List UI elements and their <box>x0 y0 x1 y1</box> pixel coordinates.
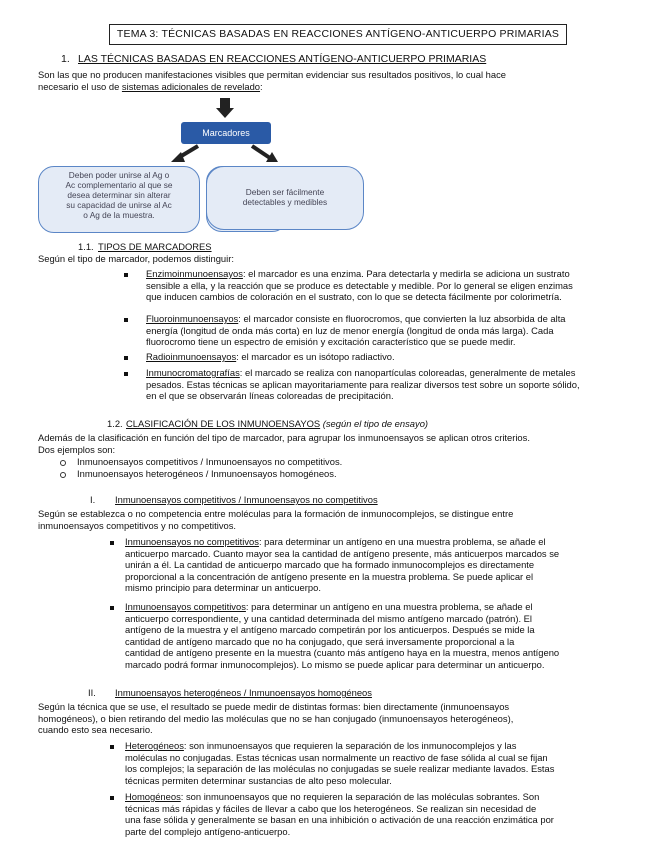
item-term: Homogéneos <box>125 791 181 802</box>
item-line: anticuerpo marcado. Cuanto mayor sea la cantidad de antígeno presente, más anticuerpos marcados se <box>125 547 560 559</box>
assay-item <box>125 791 620 837</box>
paragraph-line <box>38 81 618 93</box>
item-text: : para determinar un antígeno en una muestra problema, se añade el <box>258 536 546 547</box>
item-term: Inmunoensayos no competitivos <box>125 536 259 547</box>
item-line: mismo principio para determinar un anticuerpo. <box>125 582 321 594</box>
section-number: 1. <box>61 53 70 65</box>
item-line: energía (longitud de onda más corta) en luz de menor energía (longitud de onda más larga). Cada <box>146 324 554 336</box>
item-line: marcado podrá formar inmunocomplejos). Lo mismo se puede aplicar para determinar un anticuerpo. <box>125 658 545 670</box>
paragraph-line: Además de la clasificación en función del tipo de marcador, para agrupar los inmunoensayos se aplican otros criterios. <box>38 432 530 443</box>
item-text: : para determinar un antígeno en una muestra problema, se añade el <box>245 601 533 612</box>
item-term: Enzimoinmunoensayos <box>146 268 243 279</box>
assay-item <box>125 536 620 594</box>
item-text: : son inmunoensayos que no requieren la separación de las moléculas sobrantes. Son <box>180 791 540 802</box>
item-line: técnicas más rápidas y fáciles de llevar a cabo que los heterogéneos. Se realizan sin necesidad de <box>125 802 537 814</box>
intro-text: necesario el uso de <box>38 81 120 92</box>
revelado-link-text: sistemas adicionales de revelado <box>121 81 261 92</box>
page-title: TEMA 3: TÉCNICAS BASADAS EN REACCIONES ANTÍGENO-ANTICUERPO PRIMARIAS <box>109 24 567 45</box>
part-heading: Inmunoensayos heterogéneos / Inmunoensayos homogéneos <box>115 687 372 698</box>
assay-item <box>125 740 620 786</box>
subsection-number: 1.1. <box>78 241 94 252</box>
right-oval-line: Deben ser fácilmente <box>245 187 325 197</box>
arrow-right-shaft <box>252 146 270 158</box>
item-text: : el marcador es una enzima. Para detectarla y medirla se adiciona un sustrato <box>242 268 570 279</box>
item-line: una fase sólida y generalmente se basan en una inhibición o activación de una reacción enzimática por <box>125 814 554 826</box>
arrow-down-shaft <box>220 98 230 108</box>
left-oval-line: Ac complementario al que se <box>65 180 173 190</box>
bullet-square <box>110 541 114 545</box>
paragraph-line: Según se establezca o no competencia entre moléculas para la formación de inmunocomplejos, se distingue entre <box>38 508 514 519</box>
section-heading: LAS TÉCNICAS BASADAS EN REACCIONES ANTÍGENO-ANTICUERPO PRIMARIAS <box>78 53 487 65</box>
left-oval-line: desea determinar sin alterar <box>67 190 171 200</box>
item-term: Inmunoensayos competitivos <box>125 601 246 612</box>
subsection-subtitle: (según el tipo de ensayo) <box>322 418 429 429</box>
item-line: unirán a él. La cantidad de anticuerpo marcado que ha formado inmunocomplejos es directamente <box>125 559 535 571</box>
paragraph <box>38 432 620 455</box>
right-oval-box <box>206 166 364 230</box>
item-text: : el marcado se realiza con nanopartículas coloreadas, generalmente de metales <box>239 367 576 378</box>
item-line: moléculas no conjugadas. Estas técnicas usan normalmente un reactivo de fase sólida al cual se fijan <box>125 751 548 763</box>
example-item: Inmunoensayos heterogéneos / Inmunoensayos homogéneos. <box>77 468 337 479</box>
item-line: pesados. Estas técnicas se aplican mayoritariamente para realizar diversos test sobre un soporte sólido, <box>146 378 580 390</box>
item-line: parte del complejo antígeno-anticuerpo. <box>125 825 291 837</box>
left-oval-line: Deben poder unirse al Ag o <box>68 170 170 180</box>
paragraph <box>38 701 620 736</box>
marker-item <box>146 351 621 363</box>
item-term: Fluoroinmunoensayos <box>146 313 239 324</box>
assay-item <box>125 601 620 671</box>
subsection-title: CLASIFICACIÓN DE LOS INMUNOENSAYOS <box>126 418 321 429</box>
marker-item <box>146 268 621 303</box>
paragraph-line: Dos ejemplos son: <box>38 443 116 455</box>
item-text: : el marcador es un isótopo radiactivo. <box>236 351 395 362</box>
subsection-heading: TIPOS DE MARCADORES <box>98 241 212 252</box>
bullet-circle <box>60 472 66 478</box>
item-line: cantidad de antígeno marcado que no ha conjugado, que será inversamente proporcional a la <box>125 635 515 647</box>
item-term: Inmunocromatografías <box>146 367 240 378</box>
item-text: : el marcador consiste en fluorocromos, que convierten la luz absorbida de alta <box>238 313 566 324</box>
item-line: sensible a ella, y la reacción que se produce es detectable y medible. Por lo general se eligen enzimas <box>146 279 573 291</box>
item-term: Radioinmunoensayos <box>146 351 237 362</box>
item-term: Heterogéneos <box>125 740 184 751</box>
marker-item <box>146 313 621 348</box>
item-line: técnicas permiten determinar sustancias de alto peso molecular. <box>125 774 392 786</box>
part-numeral: II. <box>88 687 96 698</box>
paragraph <box>38 508 620 531</box>
item-line: anticuerpo correspondiente, y una cantidad determinada del mismo antígeno marcado (patrón). El <box>125 612 533 624</box>
left-oval <box>38 166 200 233</box>
item-text: : son inmunoensayos que requieren la separación de los inmunocomplejos y las <box>183 740 517 751</box>
part-numeral: I. <box>90 494 96 505</box>
bullet-square <box>124 318 128 322</box>
item-line: que inducen cambios de coloración en el sustrato, con lo que se detecta fácilmente por colorimetría. <box>146 291 562 303</box>
item-line: cantidad de antígeno presente en la muestra (cuanto más antígeno haya en la muestra, menos antígeno <box>125 647 560 659</box>
intro-colon: : <box>260 81 263 92</box>
item-line: en el que se observarán líneas coloreadas de precipitación. <box>146 390 394 402</box>
paragraph-line: inmunoensayos competitivos y no competitivos. <box>38 519 237 531</box>
example-item: Inmunoensayos competitivos / Inmunoensayos no competitivos. <box>77 456 343 467</box>
bullet-square <box>110 745 114 749</box>
item-line: proporcional a la concentración de antígeno presente en la muestra problema. Se puede aplicar el <box>125 570 534 582</box>
marker-item <box>146 367 621 402</box>
item-line: fluorocromo tiene un espectro de emisión y excitación característico que se puede medir. <box>146 336 516 348</box>
left-oval-line: su capacidad de unirse al Ac <box>66 200 172 210</box>
item-line: antígeno de la muestra y el antígeno marcado competirán por los anticuerpos. Después se mide la <box>125 624 535 636</box>
paragraph-line: cuando esto sea necesario. <box>38 724 153 736</box>
part-heading: Inmunoensayos competitivos / Inmunoensayos no competitivos <box>115 494 378 505</box>
paragraph-line: Según la técnica que se use, el resultado se puede medir de distintas formas: bien directamente (inmunoensayos <box>38 701 510 712</box>
paragraph-line: Según el tipo de marcador, podemos distinguir: <box>38 253 234 264</box>
bullet-square <box>124 356 128 360</box>
bullet-square <box>110 796 114 800</box>
paragraph-line: Son las que no producen manifestaciones visibles que permitan evidenciar sus resultados positivos, lo cual hace <box>38 69 506 80</box>
paragraph-line: homogéneos), o bien retirando del medio las moléculas que no se han conjugado (inmunoensayos heterogéneos), <box>38 712 514 724</box>
item-line: los complejos; la separación de las moléculas no conjugadas se suele realizar mediante lavados. Estas <box>125 763 555 775</box>
subsection-heading <box>126 418 428 430</box>
bullet-circle <box>60 460 66 466</box>
left-oval-line: o Ag de la muestra. <box>83 210 155 220</box>
marcadores-box: Marcadores <box>181 122 271 144</box>
bullet-square <box>124 372 128 376</box>
subsection-number: 1.2. <box>107 418 123 429</box>
bullet-square <box>124 273 128 277</box>
bullet-square <box>110 606 114 610</box>
right-oval-line: detectables y medibles <box>242 197 328 207</box>
arrow-down-head <box>216 108 234 118</box>
